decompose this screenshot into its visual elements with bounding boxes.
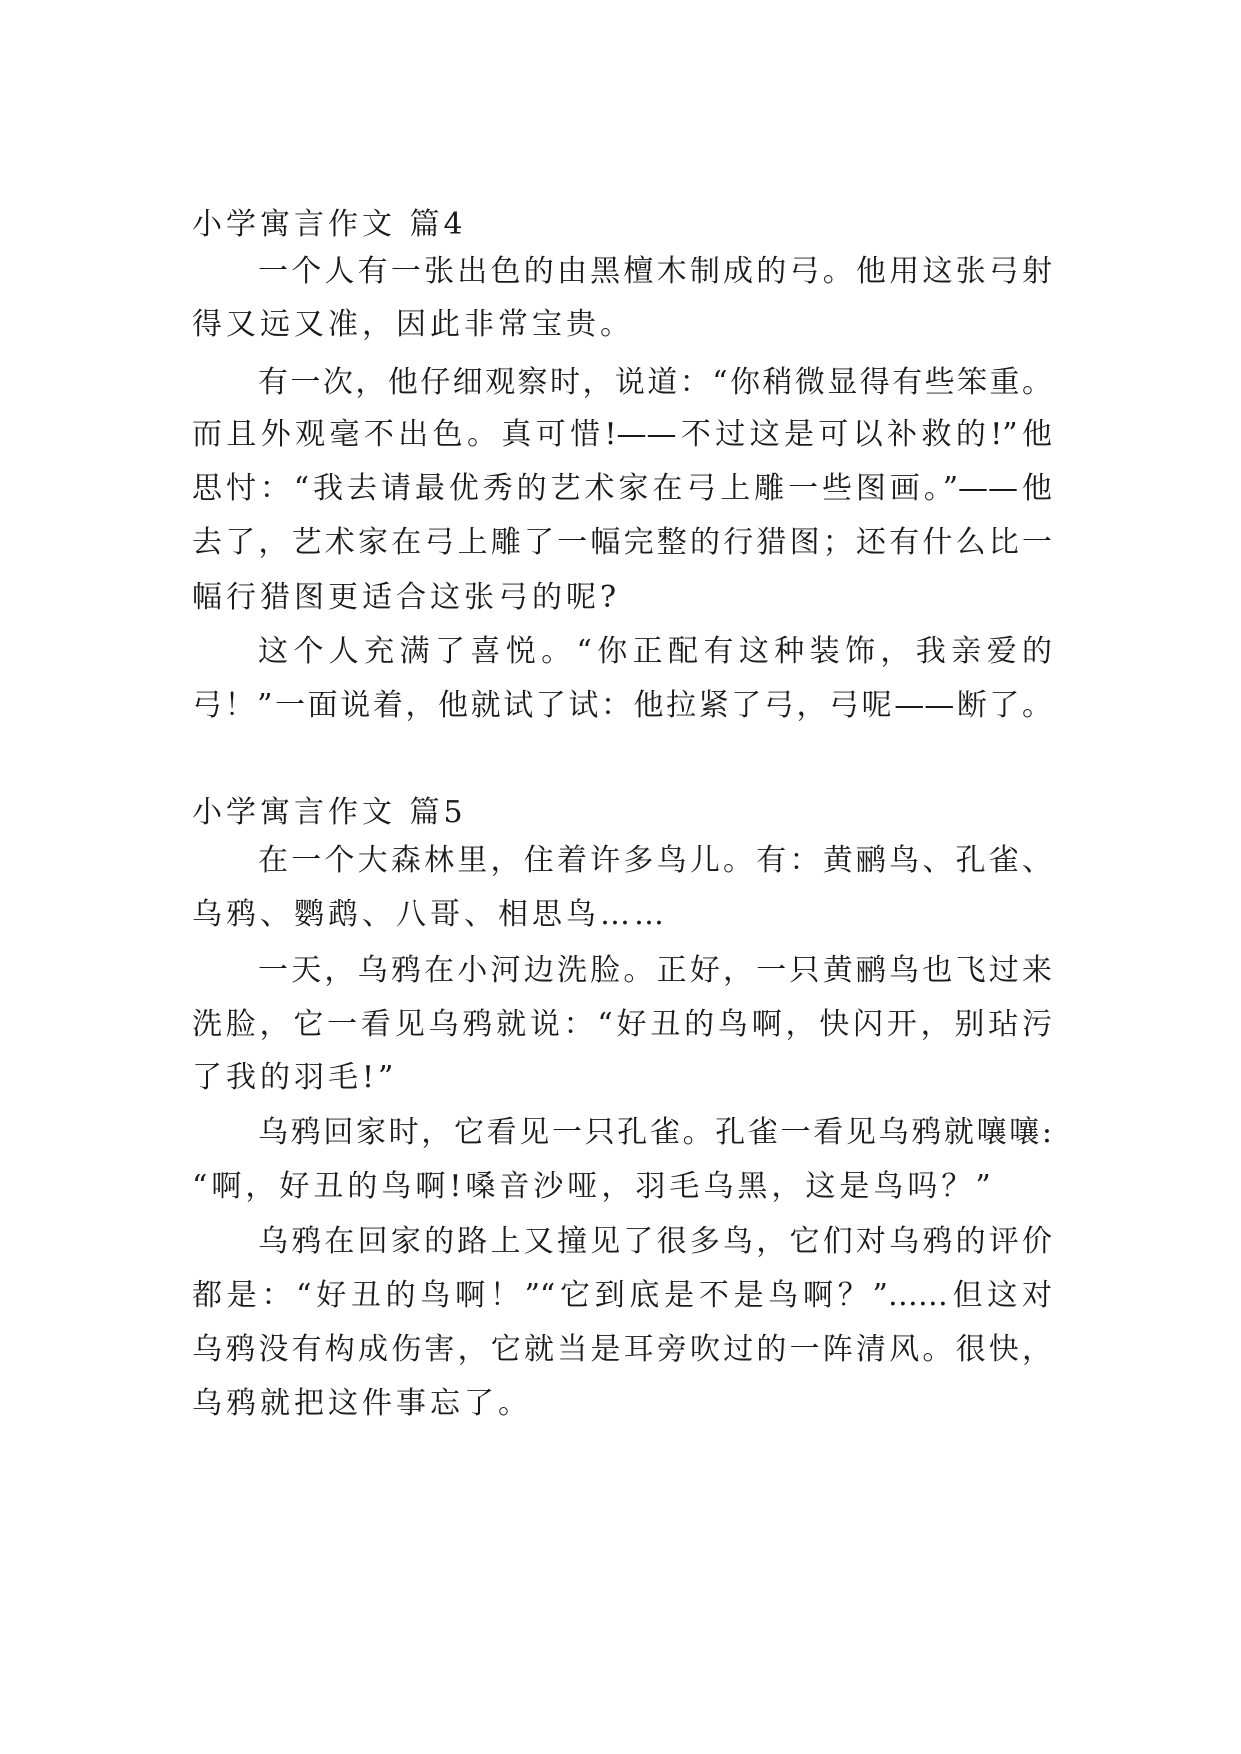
- paragraph-line: 乌鸦没有构成伤害，它就当是耳旁吹过的一阵清风。很快，: [192, 1332, 1052, 1367]
- paragraph-line: 有一次，他仔细观察时，说道：“你稍微显得有些笨重。: [258, 365, 1052, 400]
- paragraph-line: 得又远又准，因此非常宝贵。: [192, 307, 634, 342]
- paragraph-line: 在一个大森林里，住着许多鸟儿。有：黄鹂鸟、孔雀、: [258, 843, 1052, 878]
- paragraph-line: 弓！”一面说着，他就试了试：他拉紧了弓，弓呢——断了。: [192, 688, 1052, 723]
- paragraph-line: 乌鸦回家时，它看见一只孔雀。孔雀一看见乌鸦就嚷嚷:: [258, 1115, 1052, 1150]
- paragraph-line: 去了，艺术家在弓上雕了一幅完整的行猎图；还有什么比一: [192, 525, 1052, 560]
- paragraph-line: 乌鸦就把这件事忘了。: [192, 1386, 532, 1421]
- paragraph-line: 洗脸，它一看见乌鸦就说：“好丑的鸟啊，快闪开，别玷污: [192, 1007, 1052, 1042]
- paragraph-line: 幅行猎图更适合这张弓的呢?: [192, 580, 621, 615]
- paragraph-line: 而且外观毫不出色。真可惜!——不过这是可以补救的!”他: [192, 417, 1052, 452]
- paragraph-line: 乌鸦在回家的路上又撞见了很多鸟，它们对乌鸦的评价: [258, 1224, 1052, 1259]
- paragraph-line: 一天，乌鸦在小河边洗脸。正好，一只黄鹂鸟也飞过来: [258, 953, 1052, 988]
- paragraph-line: 一个人有一张出色的由黑檀木制成的弓。他用这张弓射: [258, 254, 1052, 289]
- paragraph-line: “啊，好丑的鸟啊!嗓音沙哑，羽毛乌黑，这是鸟吗？”: [192, 1169, 995, 1204]
- section-heading: 小学寓言作文 篇5: [192, 795, 467, 830]
- paragraph-line: 这个人充满了喜悦。“你正配有这种装饰，我亲爱的: [258, 634, 1052, 669]
- paragraph-line: 乌鸦、鹦鹉、八哥、相思鸟……: [192, 897, 668, 932]
- paragraph-line: 思忖：“我去请最优秀的艺术家在弓上雕一些图画。”——他: [192, 471, 1052, 506]
- paragraph-line: 都是：“好丑的鸟啊！”“它到底是不是鸟啊？”……但这对: [192, 1278, 1052, 1313]
- section-heading: 小学寓言作文 篇4: [192, 207, 467, 242]
- paragraph-line: 了我的羽毛!”: [192, 1060, 398, 1095]
